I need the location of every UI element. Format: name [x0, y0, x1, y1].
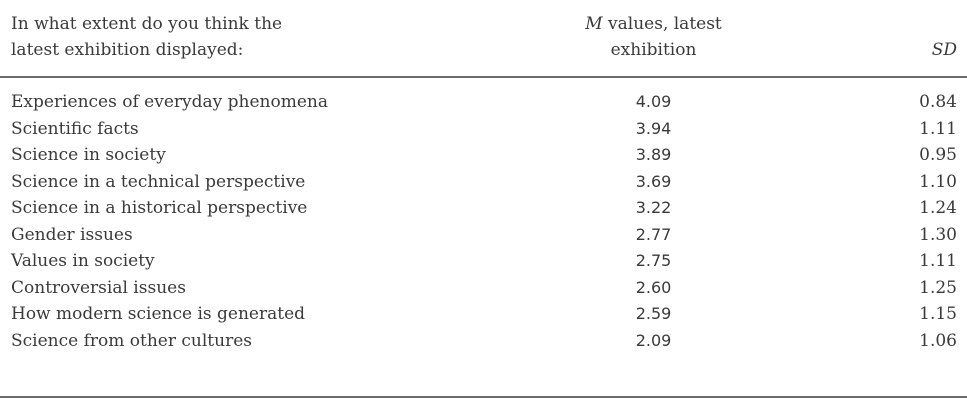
row-sd-value: 1.11: [919, 118, 957, 139]
header-question-line2: latest exhibition displayed:: [11, 40, 244, 60]
row-label: Experiences of everyday phenomena: [11, 92, 328, 112]
row-sd-value: 1.30: [919, 224, 957, 245]
row-label: Gender issues: [11, 224, 133, 245]
table-row: [0, 91, 967, 118]
row-label: Science in society: [11, 145, 166, 165]
row-sd-value: 0.84: [919, 92, 957, 112]
table-row: [0, 303, 967, 330]
row-sd-value: 1.10: [919, 171, 957, 192]
bottom-rule: [0, 396, 967, 398]
row-sd-value: 1.25: [919, 277, 957, 298]
table-row: [0, 197, 967, 224]
table-row: [0, 171, 967, 198]
row-mean-value: 2.59: [635, 304, 672, 323]
row-sd-value: 0.95: [919, 145, 957, 165]
row-sd-value: 1.15: [919, 304, 957, 324]
row-label: Science in a technical perspective: [11, 171, 306, 192]
header-mean-symbol: M: [585, 14, 603, 34]
row-mean-value: 2.77: [635, 224, 672, 244]
row-label: Science from other cultures: [11, 330, 252, 351]
header-mean-line1: [0, 14, 967, 34]
row-label: Values in society: [11, 251, 155, 271]
table-row: [0, 250, 967, 277]
row-label: How modern science is generated: [11, 304, 306, 324]
table-row: [0, 277, 967, 304]
table-row: [0, 144, 967, 171]
table-row: [0, 224, 967, 251]
row-mean-value: 3.89: [635, 145, 672, 164]
row-mean-value: 2.09: [635, 330, 672, 350]
row-mean-value: 4.09: [635, 92, 672, 111]
row-label: Scientific facts: [11, 118, 139, 139]
header-rule: [0, 76, 967, 78]
table-header: [0, 0, 967, 72]
row-sd-value: 1.24: [919, 198, 957, 218]
row-label: Science in a historical perspective: [11, 198, 308, 218]
row-mean-value: 3.22: [635, 198, 672, 217]
header-sd: SD: [931, 40, 957, 60]
header-mean-text: values, latest: [602, 14, 722, 34]
header-question-line1: In what extent do you think the: [11, 14, 283, 34]
header-mean-line2: exhibition: [610, 40, 697, 60]
row-mean-value: 2.60: [635, 277, 672, 297]
row-label: Controversial issues: [11, 277, 186, 298]
table-row: [0, 118, 967, 145]
table-row: [0, 330, 967, 357]
row-sd-value: 1.06: [919, 330, 957, 351]
row-mean-value: 2.75: [635, 251, 672, 270]
table-body: [0, 91, 967, 356]
row-mean-value: 3.94: [635, 118, 672, 138]
row-sd-value: 1.11: [919, 251, 957, 271]
row-mean-value: 3.69: [635, 171, 672, 191]
